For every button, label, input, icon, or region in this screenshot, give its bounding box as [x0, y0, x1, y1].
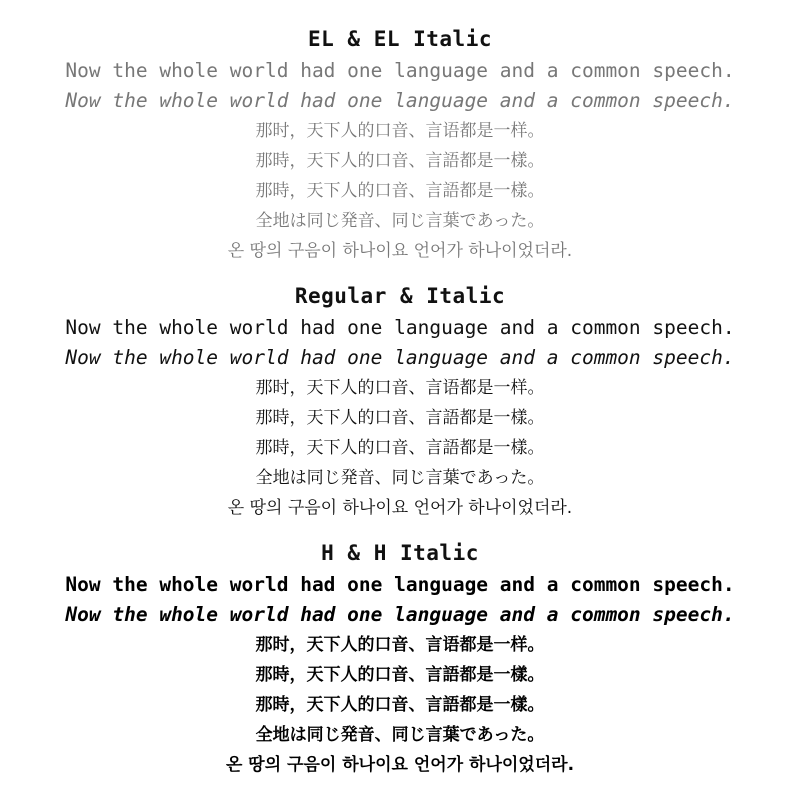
- latin-italic-sample: Now the whole world had one language and a common speech.: [65, 346, 735, 369]
- section-heading: H & H Italic: [321, 541, 479, 565]
- korean-sample: 온 땅의 구음이 하나이요 언어가 하나이었더라.: [227, 498, 573, 518]
- traditional-chinese-sample: 那時，天下人的口音、言語都是一樣。: [255, 151, 545, 171]
- section-heading: EL & EL Italic: [307, 27, 492, 51]
- simplified-chinese-sample: 那时，天下人的口音、言语都是一样。: [255, 635, 545, 655]
- latin-sample: Now the whole world had one language and a common speech.: [65, 573, 735, 596]
- latin-italic-sample: Now the whole world had one language and a common speech.: [65, 603, 735, 626]
- korean-sample: 온 땅의 구음이 하나이요 언어가 하나이었더라.: [225, 755, 575, 775]
- latin-sample: Now the whole world had one language and a common speech.: [65, 59, 735, 82]
- specimen-section-heavy: [0, 536, 800, 780]
- simplified-chinese-sample: 那时，天下人的口音、言语都是一样。: [255, 378, 545, 398]
- specimen-section-extra-light: [0, 22, 800, 266]
- japanese-sample: 全地は同じ発音、同じ言葉であった。: [255, 468, 545, 488]
- japanese-sample: 全地は同じ発音、同じ言葉であった。: [255, 725, 545, 745]
- traditional-chinese-sample-alt: 那時，天下人的口音、言語都是一樣。: [255, 438, 545, 458]
- specimen-section-regular: [0, 279, 800, 523]
- latin-italic-sample: Now the whole world had one language and a common speech.: [65, 89, 735, 112]
- section-heading: Regular & Italic: [294, 284, 506, 308]
- traditional-chinese-sample: 那時，天下人的口音、言語都是一樣。: [255, 665, 545, 685]
- simplified-chinese-sample: 那时，天下人的口音、言语都是一样。: [255, 121, 545, 141]
- traditional-chinese-sample-alt: 那時，天下人的口音、言語都是一樣。: [255, 181, 545, 201]
- traditional-chinese-sample-alt: 那時，天下人的口音、言語都是一樣。: [255, 695, 545, 715]
- traditional-chinese-sample: 那時，天下人的口音、言語都是一樣。: [255, 408, 545, 428]
- latin-sample: Now the whole world had one language and a common speech.: [65, 316, 735, 339]
- japanese-sample: 全地は同じ発音、同じ言葉であった。: [255, 211, 545, 231]
- korean-sample: 온 땅의 구음이 하나이요 언어가 하나이었더라.: [227, 241, 573, 261]
- font-specimen-page: [0, 22, 800, 780]
